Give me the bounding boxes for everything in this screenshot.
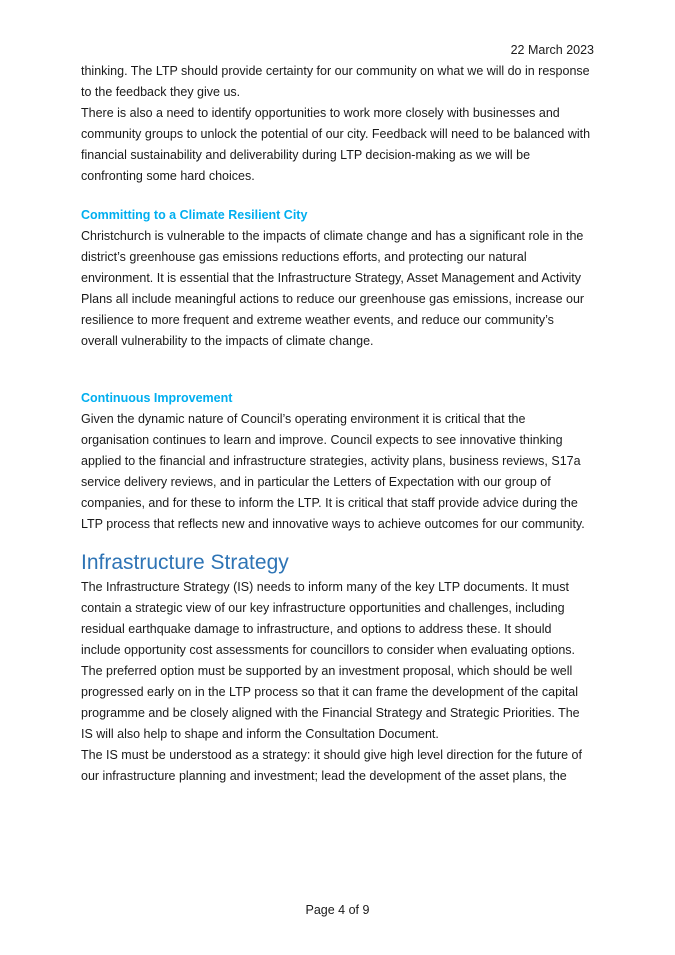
page-number: Page 4 of 9 bbox=[305, 903, 370, 917]
paragraph-climate: Christchurch is vulnerable to the impacts of climate change and has a significant role in the district’s greenhouse gas emissions reductions efforts, and protecting our natural environment. It is essential that the Infrastructure Strategy, Asset Management and Activity Plans all include meaningful actions to reduce our greenhouse gas emissions, increase our resilience to more frequent and extreme weather events, and reduce our community’s overall vulnerability to the impacts of climate change. bbox=[81, 229, 585, 348]
paragraph-infrastructure-strategy-1: The Infrastructure Strategy (IS) needs to inform many of the key LTP documents. It must contain a strategic view of our key infrastructure opportunities and challenges, including residual earthquake damage to infrastructure, and options to address these. It should include opportunity cost assessments for councillors to consider when evaluating options. The preferred option must be supported by an investment proposal, which should be well progressed early on in the LTP process so that it can frame the development of the capital programme and be closely aligned with the Financial Strategy and Strategic Priorities. The IS will also help to shape and inform the Consultation Document. bbox=[81, 580, 580, 741]
heading-climate-resilient-city: Committing to a Climate Resilient City bbox=[81, 208, 308, 222]
document-date: 22 March 2023 bbox=[510, 43, 594, 57]
paragraph-continuous-improvement: Given the dynamic nature of Council’s operating environment it is critical that the organisation continues to learn and improve. Council expects to see innovative thinking applied to the financial and infrastructure strategies, activity plans, business reviews, S17a service delivery reviews, and in particular the Letters of Expectation with our group of companies, and for these to inform the LTP. It is critical that staff provide advice during the LTP process that reflects new and innovative ways to achieve outcomes for our community. bbox=[81, 412, 585, 531]
paragraph-opportunities: There is also a need to identify opportunities to work more closely with businesses and community groups to unlock the potential of our city. Feedback will need to be balanced with financial sustainability and deliverability during LTP decision-making as we will be confronting some hard choices. bbox=[81, 106, 591, 183]
heading-continuous-improvement: Continuous Improvement bbox=[81, 391, 233, 405]
paragraph-infrastructure-strategy-2: The IS must be understood as a strategy: it should give high level direction for the future of our infrastructure planning and investment; lead the development of the asset plans, the bbox=[81, 748, 582, 783]
paragraph-ltp-certainty: thinking. The LTP should provide certainty for our community on what we will do in response to the feedback they give us. bbox=[81, 64, 590, 99]
heading-infrastructure-strategy: Infrastructure Strategy bbox=[81, 551, 289, 574]
